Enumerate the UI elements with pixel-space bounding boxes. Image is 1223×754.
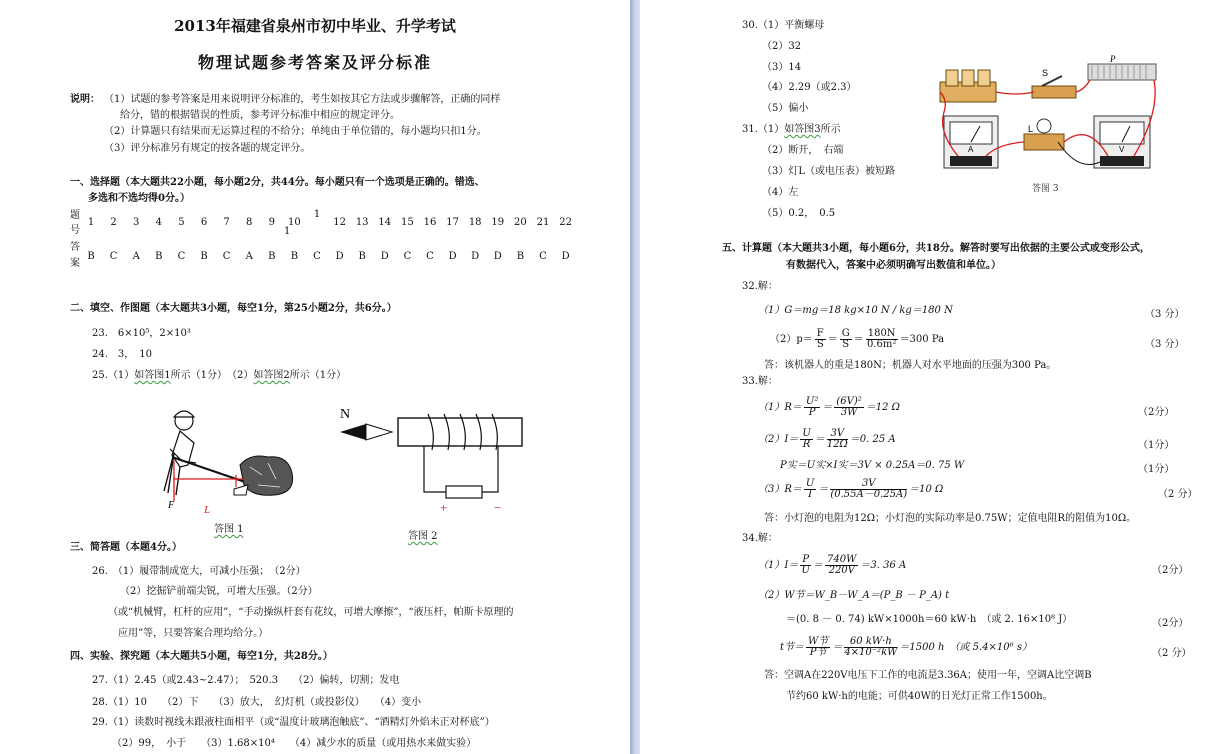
fig1-label-L: L — [204, 504, 211, 516]
note-2: （2）计算题只有结果而无运算过程的不给分；单纯由于单位错的，每小题均只扣1分。 — [104, 126, 487, 137]
question-number-cell: 19 — [491, 217, 505, 228]
answer-cell: D — [448, 251, 457, 262]
q28-answer: 28.（1）10 （2）下 （3）放大， 幻灯机（或投影仪） （4）变小 — [92, 697, 422, 708]
q24-answer: 24. 3， 10 — [92, 349, 152, 360]
question-number-11-bottom: 1 — [284, 226, 291, 237]
question-number-cell: 21 — [536, 217, 550, 228]
doc-title: 2013年福建省泉州市初中毕业、升学考试 — [174, 17, 456, 35]
q26-line-4: 应用”等，只要答案合理均给分。） — [118, 628, 269, 639]
q27-answer: 27.（1）2.45（或2.43~2.47）； 520.3 （2）偏转，切割；发电 — [92, 675, 400, 686]
q30-4: （4）2.29（或2.3） — [762, 82, 857, 93]
q34-step-3-score: （2分） — [1152, 618, 1189, 629]
q34-answer-1: 答：空调A在220V电压下工作的电流是3.36A；使用一年，空调A比空调B — [764, 670, 1092, 681]
page-divider — [630, 0, 640, 754]
q33-step-4: （3）R＝ $\frac{U}{I}$ ＝ $\frac{3V}{(0.55A-0.25A)}$ ＝10 Ω — [758, 478, 944, 500]
q33-step-2: （2）I＝ $\frac{U}{R}$ ＝ $\frac{3V}{12\Omega}$ ＝0. 25 A — [758, 428, 896, 450]
question-number-cell: 5 — [178, 217, 185, 228]
fig3-label-S: S — [1042, 68, 1049, 78]
q33-answer: 答：小灯泡的电阻为12Ω；小灯泡的实际功率是0.75W；定值电阻R的阻值为10Ω。 — [764, 513, 1137, 524]
q25-ref-fig1: 如答图1 — [134, 370, 171, 381]
answer-cell: B — [268, 251, 276, 262]
answer-cell: B — [358, 251, 366, 262]
figure-1-caption: 答图 1 — [214, 524, 244, 535]
figure-1-lever-worker — [150, 405, 310, 520]
q31-5: （5）0.2， 0.5 — [762, 208, 836, 219]
q31-3: （3）灯L（或电压表）被短路 — [762, 166, 896, 177]
answer-cell: C — [426, 251, 434, 262]
q26-line-1: 26. （1）履带制成宽大，可减小压强； （2分） — [92, 566, 306, 577]
fig3-label-P: P — [1110, 54, 1116, 64]
q33-step-1: （1）R＝ $\frac{\text{U²}}{P}$ ＝ $\frac{\text{(6V)²}}{3W}$ ＝12 Ω — [758, 396, 900, 418]
section-1-heading-cont: 多选和不选均得0分。） — [88, 193, 190, 204]
row-label-answer-2: 案 — [70, 258, 80, 269]
question-number-cell: 6 — [200, 217, 208, 228]
q32-step-1-score: （3 分） — [1145, 309, 1185, 320]
figure-2-caption: 答图 2 — [408, 531, 438, 542]
q26-line-3: （或“机械臂，杠杆的应用”，“手动操纵杆套有花纹，可增大摩擦”，“液压杆，帕斯卡原理的 — [108, 607, 514, 618]
figure-2-electromagnet — [336, 400, 536, 520]
q33-step-2-score: （1分） — [1138, 440, 1175, 451]
q33-head: 33.解： — [742, 376, 778, 387]
section-4-heading: 四、实验、探究题（本大题共5小题，每空1分，共28分。） — [70, 651, 333, 662]
q32-step-2: （2）p＝ $\frac{F}{S}$ ＝ $\frac{G}{S}$ ＝ $\frac{180N}{\text{0.6m²}}$ ＝300 Pa — [770, 328, 945, 350]
q34-step-4: t节＝ $\frac{\text{W节}}{\text{P节}}$ ＝ $\frac{60 kW\cdot h}{\text{4×10⁻²kW}}$ ＝1500 h （或 5.4×10⁶ s） — [780, 636, 1032, 658]
q25-answer: 25.（1）如答图1所示（1分） （2）如答图2所示（1分） — [92, 370, 347, 381]
fig3-label-L: L — [1028, 124, 1034, 134]
question-number-cell: 13 — [355, 217, 369, 228]
q34-step-1: （1）I＝ $\frac{P}{U}$ ＝ $\frac{740W}{220V}$ ＝3. 36 A — [758, 554, 907, 576]
q31-1: 31.（1）如答图3所示 — [742, 124, 841, 135]
fig3-label-V: V — [1119, 145, 1125, 154]
notes-label: 说明： — [70, 94, 100, 105]
question-number-cell: 9 — [268, 217, 275, 228]
answer-cell: B — [87, 251, 95, 262]
q29-line-1: 29.（1）读数时视线未跟液柱面相平（或“温度计玻璃泡触底”、“酒精灯外焰未正对杯底”） — [92, 717, 495, 728]
fig2-label-N: N — [340, 407, 351, 422]
answer-cell: C — [313, 251, 321, 262]
q34-step-2: （2）W节＝W_B－W_A＝(P_B － P_A) t — [758, 590, 950, 601]
note-1-cont: 给分，错的根据错误的性质，参考评分标准中相应的规定评分。 — [120, 110, 400, 121]
q32-step-1: （1）G＝mg＝18 kg×10 N / kg＝180 N — [758, 305, 953, 316]
q32-answer: 答：该机器人的重是180N；机器人对水平地面的压强为300 Pa。 — [764, 360, 1057, 371]
q30-1: 30.（1）平衡螺母 — [742, 20, 825, 31]
q34-step-1-score: （2分） — [1152, 565, 1189, 576]
answer-cell: D — [380, 251, 389, 262]
q32-head: 32.解： — [742, 281, 778, 292]
question-number-cell: 12 — [333, 217, 346, 228]
answer-cell: D — [471, 251, 480, 262]
answer-cell: C — [109, 251, 118, 262]
question-number-cell: 2 — [110, 217, 117, 228]
figure-3-caption: 答图 3 — [1032, 184, 1059, 194]
fig2-minus: − — [494, 500, 502, 515]
answer-cell: C — [222, 251, 231, 262]
row-label-number-2: 号 — [70, 225, 80, 236]
q34-step-4-score: （2 分） — [1152, 648, 1192, 659]
question-number-cell: 22 — [559, 217, 572, 228]
question-number-cell: 16 — [423, 217, 437, 228]
question-number-cell: 3 — [133, 217, 140, 228]
section-2-heading: 二、填空、作图题（本大题共3小题，每空1分，第25小题2分，共6分。） — [70, 303, 397, 314]
section-5-heading-cont: 有数据代入，答案中必须明确写出数值和单位。） — [786, 260, 1001, 271]
answer-cell: C — [539, 251, 547, 262]
question-number-cell: 10 — [288, 217, 301, 228]
row-label-answer-1: 答 — [70, 242, 80, 253]
section-5-heading: 五、计算题（本大题共3小题，每小题6分，共18分。解答时要写出依据的主要公式或变形公式， — [722, 243, 1150, 254]
question-number-cell: 7 — [223, 217, 230, 228]
q26-line-2: （2）挖掘铲前端尖锐，可增大压强。（2分） — [120, 586, 318, 597]
q33-step-3-score: （1分） — [1138, 464, 1175, 475]
q23-answer: 23. 6×10⁵，2×10³ — [92, 328, 191, 339]
q29-line-2: （2）99， 小于 （3）1.68×10⁴ （4）减少水的质量（或用热水来做实验） — [112, 738, 477, 749]
answer-cell: A — [245, 251, 253, 262]
answer-cell: B — [200, 251, 208, 262]
question-number-cell: 15 — [401, 217, 414, 228]
question-number-cell: 8 — [246, 217, 253, 228]
fig1-label-F: F — [168, 500, 175, 511]
q34-step-3: ＝(0. 8 － 0. 74) kW×1000h＝60 kW·h （或 2. 16×10⁸ J） — [786, 614, 1073, 625]
q33-step-4-score: （2 分） — [1158, 489, 1198, 500]
question-number-cell: 1 — [313, 209, 321, 220]
answer-cell: A — [132, 251, 140, 262]
note-1: （1）试题的参考答案是用来说明评分标准的，考生如按其它方法或步骤解答，正确的同样 — [104, 94, 501, 105]
q31-2: （2）断开， 右端 — [762, 145, 844, 156]
q34-head: 34.解： — [742, 533, 778, 544]
q32-step-2-score: （3 分） — [1145, 339, 1185, 350]
section-1-heading: 一、选择题（本大题共22小题，每小题2分，共44分。每小题只有一个选项是正确的。错选、 — [70, 177, 485, 188]
figure-3-circuit — [938, 52, 1164, 192]
answer-cell: C — [403, 251, 412, 262]
question-number-cell: 4 — [155, 217, 162, 228]
fig2-plus: + — [440, 500, 448, 515]
answer-cell: B — [290, 251, 299, 262]
answer-cell: B — [155, 251, 163, 262]
note-3: （3）评分标准另有规定的按各题的规定评分。 — [104, 143, 311, 154]
q34-answer-2: 节约60 kW·h的电能；可供40W的日光灯正常工作1500h。 — [786, 691, 1053, 702]
question-number-cell: 1 — [87, 217, 95, 228]
question-number-cell: 18 — [468, 217, 482, 228]
q30-2: （2）32 — [762, 41, 802, 52]
question-number-cell: 20 — [514, 217, 527, 228]
q33-step-3: P实＝U实×I实＝3V × 0.25A＝0. 75 W — [780, 460, 965, 471]
row-label-number-1: 题 — [70, 210, 80, 221]
question-number-cell: 17 — [446, 217, 459, 228]
answer-cell: D — [561, 251, 570, 262]
fig3-label-A: A — [968, 145, 974, 154]
q31-4: （4）左 — [762, 187, 799, 198]
doc-subtitle: 物理试题参考答案及评分标准 — [197, 53, 432, 72]
q30-5: （5）偏小 — [762, 103, 809, 114]
answer-cell: B — [516, 251, 525, 262]
right-page — [640, 0, 1223, 754]
q33-step-1-score: （2分） — [1138, 407, 1175, 418]
answer-cell: C — [177, 251, 186, 262]
answer-cell: D — [493, 251, 502, 262]
answer-cell: D — [335, 251, 344, 262]
q30-3: （3）14 — [762, 62, 802, 73]
section-3-heading: 三、简答题（本题4分。） — [70, 542, 182, 553]
q25-ref-fig2: 如答图2 — [253, 370, 290, 381]
question-number-cell: 14 — [378, 217, 392, 228]
